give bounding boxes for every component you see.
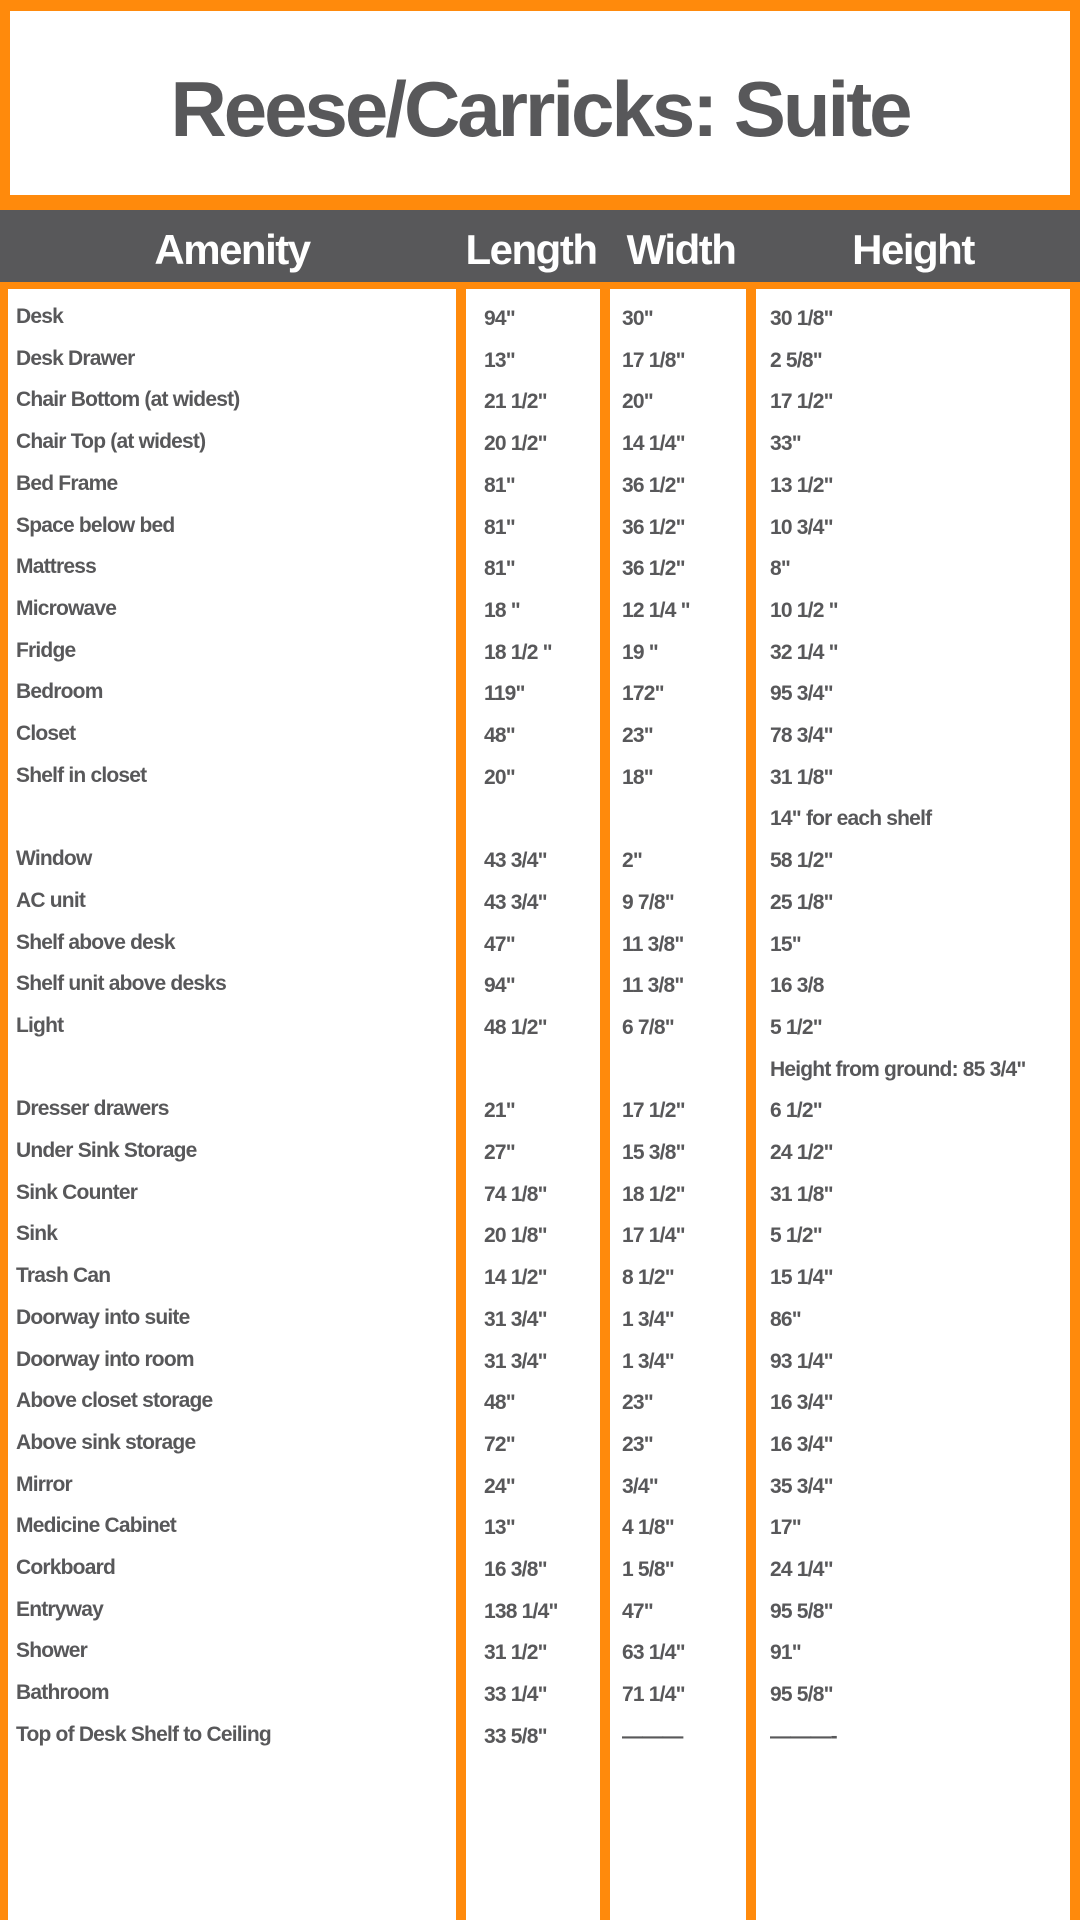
height-cell: 32 1/4 "	[770, 640, 838, 664]
height-cell: 31 1/8"	[770, 1182, 833, 1206]
width-cell: 18"	[622, 765, 653, 789]
amenity-cell: Shower	[16, 1639, 88, 1663]
height-cell: 6 1/2"	[770, 1099, 822, 1123]
height-cell: 2 5/8"	[770, 348, 822, 372]
length-cell: 31 3/4"	[484, 1349, 547, 1373]
width-cell: 14 1/4"	[622, 432, 685, 456]
width-cell: 19 "	[622, 640, 658, 664]
height-cell: 13 1/2"	[770, 473, 833, 497]
header-length: Length	[465, 226, 597, 273]
height-cell: 16 3/4"	[770, 1391, 833, 1415]
width-cell: 23"	[622, 1391, 653, 1415]
width-column	[610, 289, 746, 1920]
height-cell: 93 1/4"	[770, 1349, 833, 1373]
length-cell: 74 1/8"	[484, 1182, 547, 1206]
height-cell: 30 1/8"	[770, 307, 833, 330]
width-cell: 12 1/4 "	[622, 598, 690, 622]
height-cell: 24 1/2"	[770, 1141, 833, 1164]
length-cell: 43 3/4"	[484, 890, 547, 914]
length-cell: 94"	[484, 307, 515, 330]
amenity-cell: AC unit	[16, 888, 86, 912]
amenity-column	[8, 289, 456, 1920]
width-cell: 11 3/8"	[622, 932, 684, 956]
height-cell: 25 1/8"	[770, 890, 833, 914]
length-cell: 43 3/4"	[484, 849, 547, 873]
amenity-cell: Doorway into suite	[16, 1305, 190, 1329]
amenity-cell: Medicine Cabinet	[16, 1514, 176, 1538]
length-cell: 20 1/2"	[484, 432, 547, 456]
height-cell: 16 3/8	[770, 974, 824, 998]
amenity-cell: Above sink storage	[16, 1430, 196, 1454]
header-amenity: Amenity	[154, 226, 310, 273]
length-cell: 31 1/2"	[484, 1641, 547, 1665]
width-cell: 20"	[622, 390, 653, 414]
width-cell: 8 1/2"	[622, 1266, 674, 1290]
width-cell: 15 3/8"	[622, 1141, 685, 1164]
width-cell: 1 3/4"	[622, 1349, 674, 1373]
length-cell: 81"	[484, 473, 515, 497]
length-cell: 48 1/2"	[484, 1015, 547, 1039]
width-cell: 172"	[622, 682, 664, 706]
length-cell: 21"	[484, 1099, 515, 1123]
table-header	[0, 210, 1080, 282]
length-cell: 16 3/8"	[484, 1558, 547, 1581]
width-cell: 47"	[622, 1599, 653, 1623]
length-cell: 81"	[484, 515, 515, 539]
width-cell: 18 1/2"	[622, 1182, 685, 1206]
amenity-cell: Shelf above desk	[16, 930, 175, 954]
length-cell: 20"	[484, 765, 515, 789]
length-cell: 48"	[484, 724, 515, 747]
height-cell: ———-	[770, 1724, 837, 1748]
amenity-cell: Corkboard	[16, 1556, 115, 1579]
length-cell: 48"	[484, 1391, 515, 1415]
height-cell: 15 1/4"	[770, 1266, 833, 1290]
length-cell: 18 1/2 "	[484, 640, 552, 664]
width-cell: 4 1/8"	[622, 1516, 674, 1540]
width-cell: ———	[622, 1724, 683, 1748]
amenity-cell: Desk	[16, 305, 64, 328]
length-cell: 14 1/2"	[484, 1266, 547, 1290]
amenity-cell: Bed Frame	[16, 471, 118, 495]
amenity-cell: Chair Bottom (at widest)	[16, 388, 240, 412]
height-cell: 16 3/4"	[770, 1432, 833, 1456]
amenity-cell: Desk Drawer	[16, 346, 135, 370]
width-cell: 6 7/8"	[622, 1015, 674, 1039]
height-cell: 35 3/4"	[770, 1474, 833, 1498]
width-cell: 9 7/8"	[622, 890, 674, 914]
height-cell: 78 3/4"	[770, 724, 833, 747]
amenity-cell: Shelf unit above desks	[16, 972, 226, 996]
height-cell: 58 1/2"	[770, 849, 833, 873]
length-cell: 47"	[484, 932, 515, 956]
amenity-cell: Sink	[16, 1222, 58, 1246]
width-cell: 63 1/4"	[622, 1641, 685, 1665]
height-cell: 15"	[770, 932, 801, 956]
height-cell: 95 5/8"	[770, 1599, 833, 1623]
height-cell: 8"	[770, 557, 791, 581]
height-cell: 91"	[770, 1641, 801, 1665]
amenity-cell: Space below bed	[16, 513, 175, 537]
width-cell: 2"	[622, 849, 643, 873]
length-cell: 18 "	[484, 598, 520, 622]
height-cell: 10 3/4"	[770, 515, 833, 539]
width-cell: 36 1/2"	[622, 557, 685, 581]
amenity-cell: Light	[16, 1013, 64, 1037]
height-cell: 17"	[770, 1516, 801, 1540]
width-cell: 23"	[622, 1432, 653, 1456]
width-cell: 71 1/4"	[622, 1683, 685, 1707]
length-cell: 33 1/4"	[484, 1683, 547, 1707]
length-cell: 13"	[484, 1516, 515, 1540]
height-cell: 5 1/2"	[770, 1015, 822, 1039]
length-column	[466, 289, 600, 1920]
width-cell: 36 1/2"	[622, 515, 685, 539]
length-cell: 13"	[484, 348, 515, 372]
height-cell: Height from ground: 85 3/4"	[770, 1057, 1026, 1081]
amenity-cell: Above closet storage	[16, 1389, 213, 1413]
length-cell: 138 1/4"	[484, 1599, 558, 1623]
amenity-cell: Top of Desk Shelf to Ceiling	[16, 1722, 271, 1746]
height-cell: 5 1/2"	[770, 1224, 822, 1248]
height-cell: 24 1/4"	[770, 1558, 833, 1581]
amenity-cell: Closet	[16, 722, 76, 745]
amenity-cell: Window	[16, 847, 92, 871]
length-cell: 119"	[484, 682, 525, 706]
amenity-cell: Fridge	[16, 638, 76, 662]
amenity-cell: Shelf in closet	[16, 763, 147, 787]
width-cell: 30"	[622, 307, 653, 330]
length-cell: 81"	[484, 557, 515, 581]
height-cell: 31 1/8"	[770, 765, 833, 789]
title-panel	[10, 11, 1070, 195]
amenity-cell: Bedroom	[16, 680, 103, 704]
height-cell: 95 3/4"	[770, 682, 833, 706]
amenity-cell: Bathroom	[16, 1681, 109, 1705]
amenity-cell: Sink Counter	[16, 1180, 138, 1204]
height-cell: 10 1/2 "	[770, 598, 838, 622]
amenity-cell: Dresser drawers	[16, 1097, 169, 1121]
amenity-cell: Trash Can	[16, 1264, 111, 1288]
length-cell: 31 3/4"	[484, 1307, 547, 1331]
header-width: Width	[626, 226, 736, 273]
amenity-cell: Under Sink Storage	[16, 1139, 197, 1162]
length-cell: 27"	[484, 1141, 515, 1164]
width-cell: 3/4"	[622, 1474, 658, 1498]
amenity-cell: Microwave	[16, 596, 117, 620]
width-cell: 17 1/4"	[622, 1224, 685, 1248]
width-cell: 23"	[622, 724, 653, 747]
length-cell: 24"	[484, 1474, 515, 1498]
height-column	[756, 289, 1070, 1920]
length-cell: 21 1/2"	[484, 390, 547, 414]
amenity-cell: Doorway into room	[16, 1347, 194, 1371]
width-cell: 17 1/8"	[622, 348, 685, 372]
width-cell: 17 1/2"	[622, 1099, 685, 1123]
width-cell: 11 3/8"	[622, 974, 684, 998]
height-cell: 95 5/8"	[770, 1683, 833, 1707]
height-cell: 33"	[770, 432, 801, 456]
amenity-cell: Mattress	[16, 555, 96, 579]
length-cell: 33 5/8"	[484, 1724, 547, 1748]
height-cell: 86"	[770, 1307, 801, 1331]
width-cell: 1 5/8"	[622, 1558, 674, 1581]
height-cell: 14" for each shelf	[770, 807, 932, 831]
length-cell: 72"	[484, 1432, 515, 1456]
amenity-cell: Chair Top (at widest)	[16, 430, 206, 454]
width-cell: 36 1/2"	[622, 473, 685, 497]
length-cell: 20 1/8"	[484, 1224, 547, 1248]
amenity-cell: Entryway	[16, 1597, 103, 1621]
header-height: Height	[852, 226, 974, 273]
height-cell: 17 1/2"	[770, 390, 833, 414]
amenity-cell: Mirror	[16, 1472, 72, 1496]
page-title: Reese/Carricks: Suite	[170, 64, 910, 153]
length-cell: 94"	[484, 974, 515, 998]
width-cell: 1 3/4"	[622, 1307, 674, 1331]
